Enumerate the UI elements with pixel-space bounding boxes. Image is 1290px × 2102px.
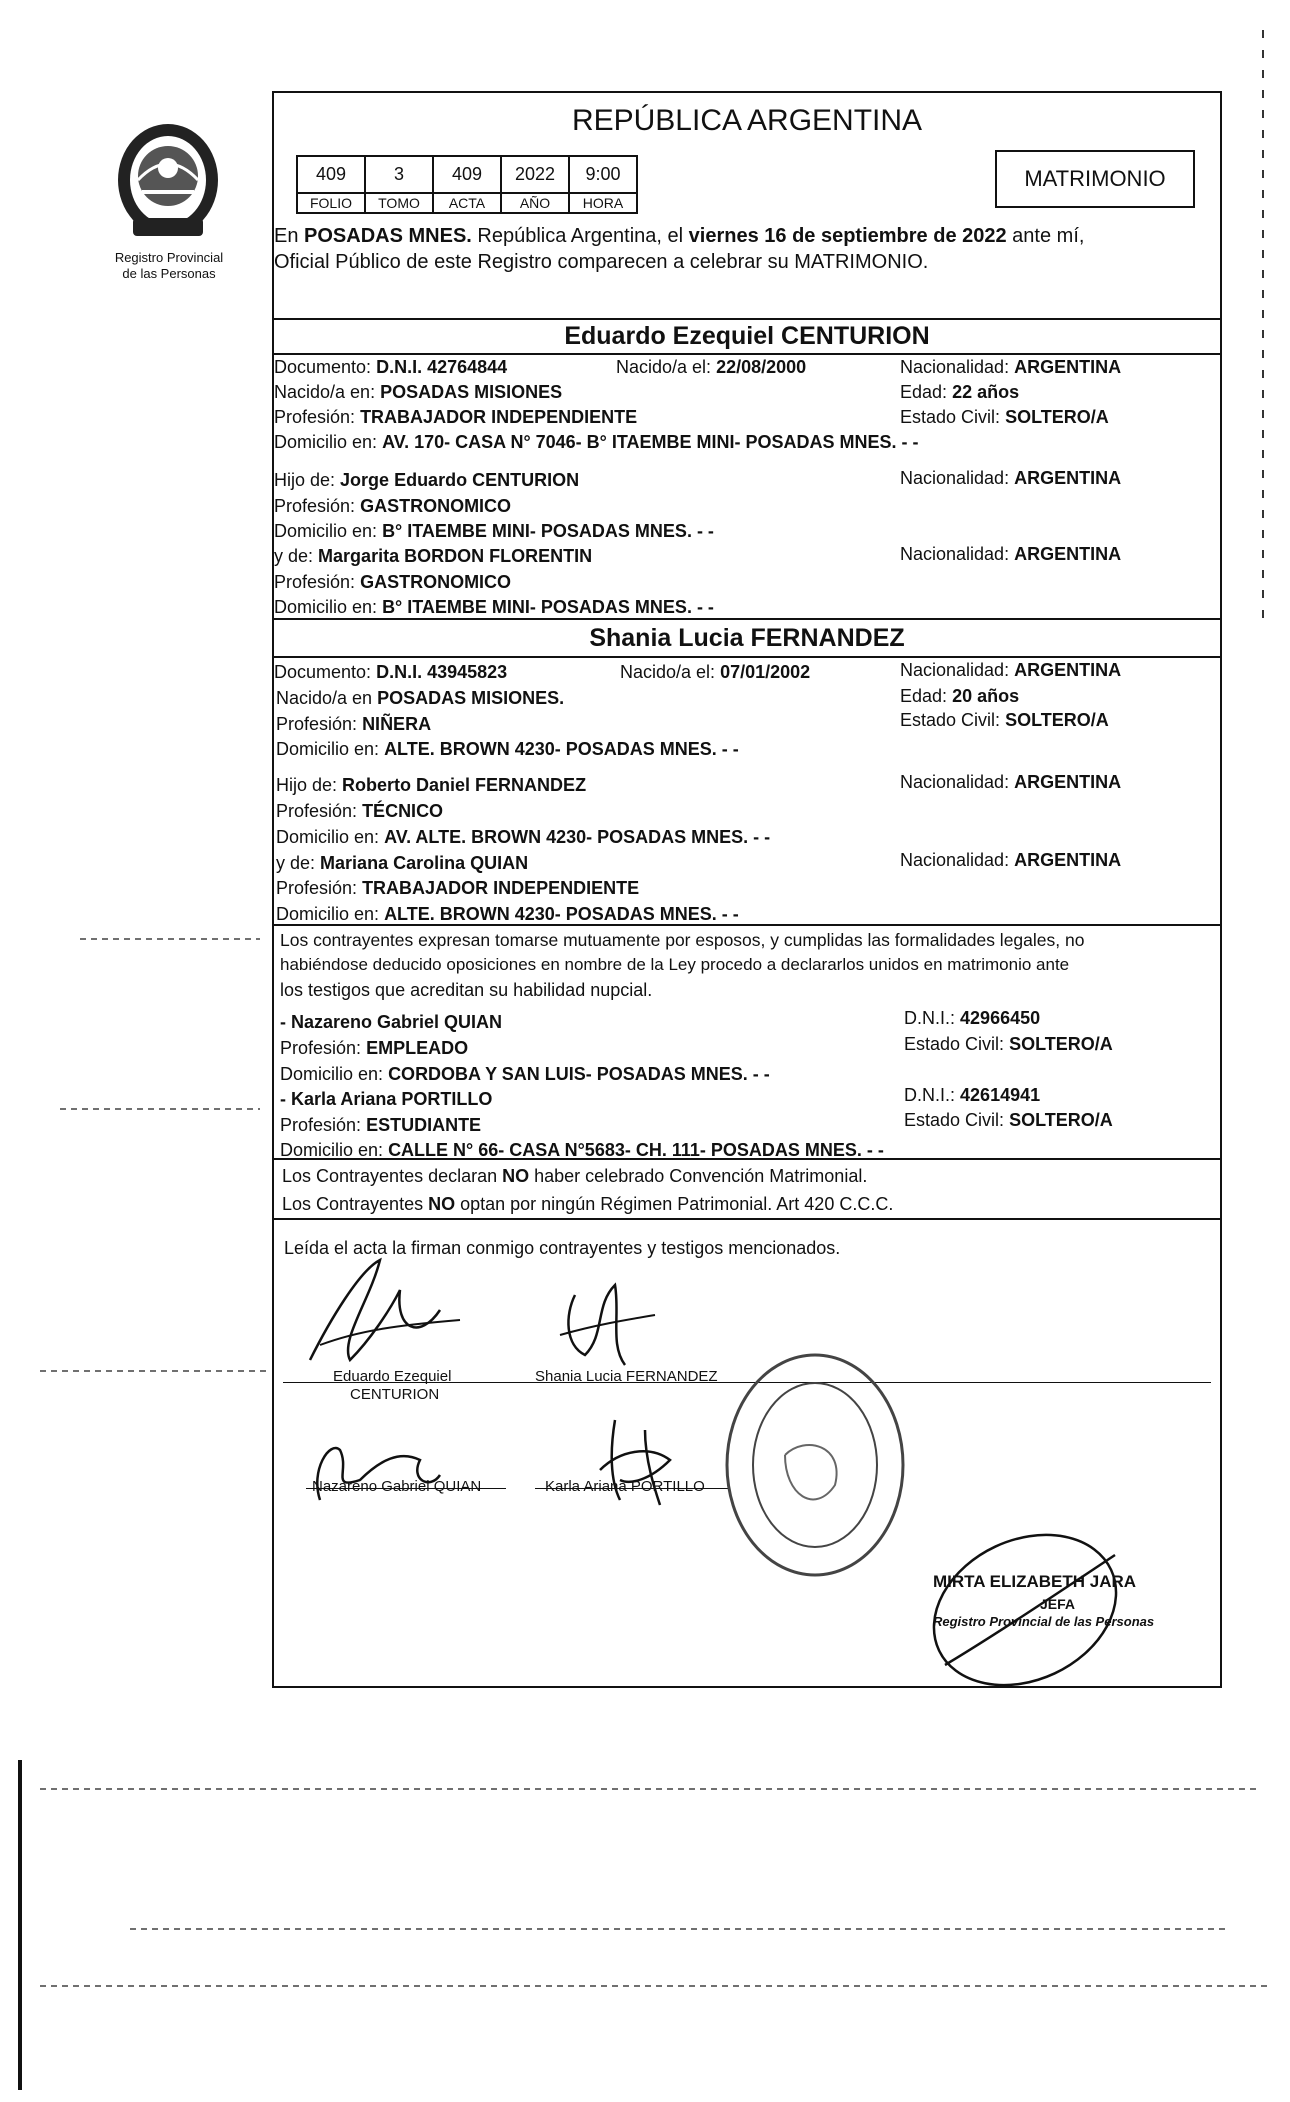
hora-caption: HORA xyxy=(568,192,638,214)
label: Nacionalidad: xyxy=(900,772,1010,792)
spouse1-age: 22 años xyxy=(952,382,1020,402)
label: Profesión: xyxy=(280,1038,362,1058)
label: Documento: xyxy=(274,662,372,682)
label: Domicilio en: xyxy=(280,1064,384,1084)
spouse2-mother: Mariana Carolina QUIAN xyxy=(320,853,529,873)
intro-date: viernes 16 de septiembre de 2022 xyxy=(688,225,1007,247)
regime-line-1 xyxy=(282,1164,867,1188)
label: Nacionalidad: xyxy=(900,468,1010,488)
witness2-civil-status: SOLTERO/A xyxy=(1009,1110,1113,1130)
spouse1-sig-name-1: Eduardo Ezequiel xyxy=(333,1368,452,1385)
label: Profesión: xyxy=(276,878,358,898)
spouse1-sig-name-2: CENTURION xyxy=(350,1386,440,1403)
agency-label xyxy=(84,250,254,282)
label: Edad: xyxy=(900,686,948,706)
official-title: JEFA xyxy=(1040,1596,1076,1612)
spouse1-mother: Margarita BORDON FLORENTIN xyxy=(318,546,593,566)
spouse2-address: ALTE. BROWN 4230- POSADAS MNES. - - xyxy=(384,739,739,759)
official-office: Registro Provincial de las Personas xyxy=(933,1614,1155,1629)
intro-text-a: En xyxy=(274,225,305,247)
scan-noise xyxy=(40,1788,1260,1790)
signature-witness1 xyxy=(300,1420,450,1510)
label: Estado Civil: xyxy=(900,710,1001,730)
spouse2-father-profession: TÉCNICO xyxy=(362,801,444,821)
label: Profesión: xyxy=(276,714,358,734)
spouse1-nationality: ARGENTINA xyxy=(1014,357,1122,377)
scan-noise xyxy=(130,1928,1230,1930)
tomo-caption: TOMO xyxy=(364,192,434,214)
spouse1-name: Eduardo Ezequiel CENTURION xyxy=(564,322,930,350)
label: y de: xyxy=(276,853,316,873)
official-name: MIRTA ELIZABETH JARA xyxy=(933,1572,1137,1591)
folio-value: 409 xyxy=(296,155,366,194)
province-seal-icon xyxy=(98,118,238,248)
agency-label-line1: Registro Provincial xyxy=(114,250,224,265)
record-type-box xyxy=(995,150,1195,208)
witness1-sig-name: Nazareno Gabriel QUIAN xyxy=(312,1478,482,1495)
signature-official xyxy=(915,1515,1145,1695)
spouse1-father-nationality: ARGENTINA xyxy=(1014,468,1122,488)
witness2-name: - Karla Ariana PORTILLO xyxy=(280,1089,493,1109)
anio-value: 2022 xyxy=(500,155,570,194)
label: D.N.I.: xyxy=(904,1008,956,1028)
spouse1-dni: D.N.I. 42764844 xyxy=(376,357,508,377)
signature-spouse2 xyxy=(555,1275,665,1375)
spouse1-address: AV. 170- CASA N° 7046- B° ITAEMBE MINI- POSADAS MNES. - - xyxy=(382,432,919,452)
regime-text: haber celebrado Convención Matrimonial. xyxy=(529,1166,868,1186)
folio-caption: FOLIO xyxy=(296,192,366,214)
hora-value: 9:00 xyxy=(568,155,638,194)
spouse1-mother-address: B° ITAEMBE MINI- POSADAS MNES. - - xyxy=(382,597,714,617)
agency-seal xyxy=(98,118,238,248)
label: Profesión: xyxy=(280,1115,362,1135)
regime-text: optan por ningún Régimen Patrimonial. Art 420 C.C.C. xyxy=(455,1194,894,1214)
scan-noise xyxy=(40,1985,1270,1987)
label: Domicilio en: xyxy=(274,597,378,617)
scan-noise xyxy=(80,938,260,940)
regime-line-2 xyxy=(282,1192,893,1216)
spouse1-civil-status: SOLTERO/A xyxy=(1005,407,1109,427)
record-type: MATRIMONIO xyxy=(1024,166,1166,191)
spouse2-mother-profession: TRABAJADOR INDEPENDIENTE xyxy=(362,878,640,898)
witness1-dni: 42966450 xyxy=(960,1008,1041,1028)
label: Estado Civil: xyxy=(904,1034,1005,1054)
spouse2-age: 20 años xyxy=(952,686,1020,706)
intro-text-c: ante mí, xyxy=(1006,225,1085,247)
label: D.N.I.: xyxy=(904,1085,956,1105)
registry-stamp-icon xyxy=(715,1345,915,1585)
acta-caption: ACTA xyxy=(432,192,502,214)
spouse2-nationality: ARGENTINA xyxy=(1014,660,1122,680)
label: Domicilio en: xyxy=(276,739,380,759)
label: Nacido/a en: xyxy=(274,382,376,402)
spouse2-father-address: AV. ALTE. BROWN 4230- POSADAS MNES. - - xyxy=(384,827,771,847)
witness2-sig-name: Karla Ariana PORTILLO xyxy=(545,1478,705,1495)
label: Profesión: xyxy=(276,801,358,821)
label: Domicilio en: xyxy=(276,904,380,924)
tomo-value: 3 xyxy=(364,155,434,194)
label: Profesión: xyxy=(274,572,356,592)
label: Nacionalidad: xyxy=(900,357,1010,377)
spouse2-mother-address: ALTE. BROWN 4230- POSADAS MNES. - - xyxy=(384,904,739,924)
label: Domicilio en: xyxy=(274,521,378,541)
spouse2-civil-status: SOLTERO/A xyxy=(1005,710,1109,730)
label: Profesión: xyxy=(274,496,356,516)
regime-no: NO xyxy=(428,1194,456,1214)
declaration-line-1: Los contrayentes expresan tomarse mutuamente por esposos, y cumplidas las formalidades legales, no xyxy=(280,930,1085,950)
intro-line-1 xyxy=(274,224,1084,248)
signature-spouse1 xyxy=(300,1250,470,1380)
witness2-address: CALLE N° 66- CASA N°5683- CH. 111- POSADAS MNES. - - xyxy=(388,1140,884,1160)
spouse2-birthdate: 07/01/2002 xyxy=(720,662,811,682)
witness1-address: CORDOBA Y SAN LUIS- POSADAS MNES. - - xyxy=(388,1064,770,1084)
spouse1-mother-nationality: ARGENTINA xyxy=(1014,544,1122,564)
spouse1-birthplace: POSADAS MISIONES xyxy=(380,382,563,402)
witness1-civil-status: SOLTERO/A xyxy=(1009,1034,1113,1054)
intro-text-b: República Argentina, el xyxy=(471,225,689,247)
spouse2-father-nationality: ARGENTINA xyxy=(1014,772,1122,792)
label: Hijo de: xyxy=(276,775,338,795)
spouse1-father-address: B° ITAEMBE MINI- POSADAS MNES. - - xyxy=(382,521,714,541)
scan-noise xyxy=(60,1108,260,1110)
spouse2-dni: D.N.I. 43945823 xyxy=(376,662,508,682)
spouse2-sig-name: Shania Lucia FERNANDEZ xyxy=(535,1368,718,1385)
spouse2-profession: NIÑERA xyxy=(362,714,432,734)
label: Nacionalidad: xyxy=(900,544,1010,564)
label: Domicilio en: xyxy=(274,432,378,452)
label: Estado Civil: xyxy=(904,1110,1005,1130)
regime-text: Los Contrayentes xyxy=(282,1194,429,1214)
anio-caption: AÑO xyxy=(500,192,570,214)
label: Domicilio en: xyxy=(276,827,380,847)
spouse2-mother-nationality: ARGENTINA xyxy=(1014,850,1122,870)
spouse2-name: Shania Lucia FERNANDEZ xyxy=(589,624,905,652)
spouse1-father: Jorge Eduardo CENTURION xyxy=(340,470,580,490)
acta-value: 409 xyxy=(432,155,502,194)
scan-edge xyxy=(18,1760,22,2090)
label: y de: xyxy=(274,546,314,566)
label: Nacionalidad: xyxy=(900,660,1010,680)
scan-noise xyxy=(40,1370,270,1372)
spouse1-father-profession: GASTRONOMICO xyxy=(360,496,512,516)
declaration-line-2: habiéndose deducido oposiciones en nombre de la Ley procedo a declararlos unidos en matrimonio ante xyxy=(280,955,1070,974)
country-title: REPÚBLICA ARGENTINA xyxy=(571,104,923,137)
label: Hijo de: xyxy=(274,470,336,490)
spouse2-birthplace: POSADAS MISIONES. xyxy=(377,688,565,708)
regime-text: Los Contrayentes declaran xyxy=(282,1166,503,1186)
label: Edad: xyxy=(900,382,948,402)
regime-no: NO xyxy=(502,1166,530,1186)
declaration-line-3: los testigos que acreditan su habilidad nupcial. xyxy=(280,980,653,1000)
label: Documento: xyxy=(274,357,372,377)
intro-place: POSADAS MNES. xyxy=(304,225,472,247)
reading-statement: Leída el acta la firman conmigo contrayentes y testigos mencionados. xyxy=(284,1238,841,1258)
label: Profesión: xyxy=(274,407,356,427)
spouse1-profession: TRABAJADOR INDEPENDIENTE xyxy=(360,407,638,427)
label: Nacionalidad: xyxy=(900,850,1010,870)
label: Nacido/a el: xyxy=(620,662,716,682)
intro-line-2: Oficial Público de este Registro comparecen a celebrar su MATRIMONIO. xyxy=(274,251,929,273)
label: Domicilio en: xyxy=(280,1140,384,1160)
spouse1-mother-profession: GASTRONOMICO xyxy=(360,572,512,592)
label: Nacido/a en xyxy=(276,688,373,708)
witness1-name: - Nazareno Gabriel QUIAN xyxy=(280,1012,503,1032)
label: Nacido/a el: xyxy=(616,357,712,377)
witness2-dni: 42614941 xyxy=(960,1085,1041,1105)
spouse2-father: Roberto Daniel FERNANDEZ xyxy=(342,775,587,795)
agency-label-line2: de las Personas xyxy=(122,266,216,281)
witness2-profession: ESTUDIANTE xyxy=(366,1115,482,1135)
label: Estado Civil: xyxy=(900,407,1001,427)
spouse1-birthdate: 22/08/2000 xyxy=(716,357,807,377)
scan-edge xyxy=(1262,30,1264,630)
witness1-profession: EMPLEADO xyxy=(366,1038,469,1058)
